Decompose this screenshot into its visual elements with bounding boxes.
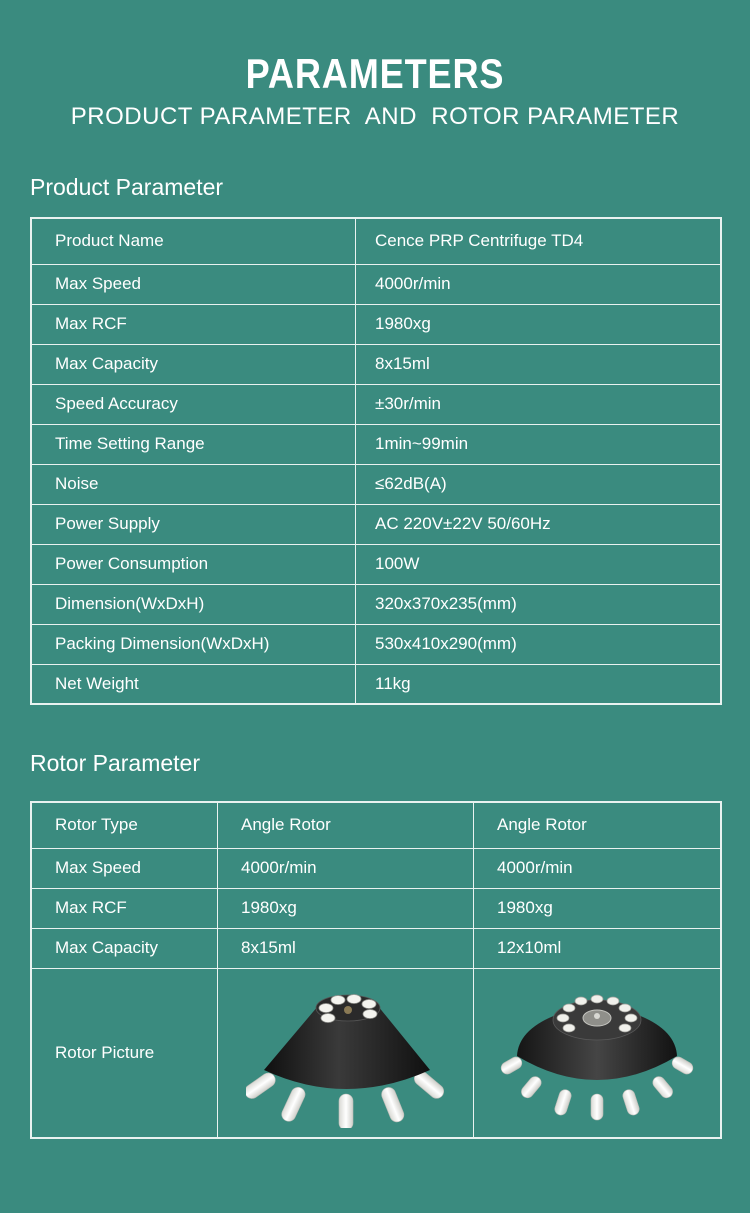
table-row	[31, 424, 721, 464]
param-label: Time Setting Range	[31, 424, 356, 464]
param-value: 1min~99min	[356, 424, 722, 464]
rotor-value: 4000r/min	[474, 848, 722, 888]
rotor-param-label: Max Capacity	[31, 928, 218, 968]
table-row	[31, 584, 721, 624]
param-value: 530x410x290(mm)	[356, 624, 722, 664]
param-label: Product Name	[31, 218, 356, 264]
rotor-param-label: Rotor Type	[31, 802, 218, 848]
angle-rotor-12-tube-image	[497, 978, 697, 1128]
rotor-picture-label: Rotor Picture	[31, 968, 218, 1138]
rotor-parameter-heading: Rotor Parameter	[30, 750, 201, 776]
param-label: Dimension(WxDxH)	[31, 584, 356, 624]
table-row	[31, 968, 721, 1138]
product-parameter-table	[30, 217, 722, 705]
param-value: 8x15ml	[356, 344, 722, 384]
rotor-param-label: Max Speed	[31, 848, 218, 888]
rotor-value: 4000r/min	[218, 848, 474, 888]
param-label: Power Consumption	[31, 544, 356, 584]
rotor-picture-cell	[218, 968, 474, 1138]
table-row	[31, 664, 721, 704]
param-value: 100W	[356, 544, 722, 584]
table-row	[31, 544, 721, 584]
rotor-value: 1980xg	[474, 888, 722, 928]
table-row	[31, 264, 721, 304]
param-value: Cence PRP Centrifuge TD4	[356, 218, 722, 264]
rotor-value: 1980xg	[218, 888, 474, 928]
param-label: Noise	[31, 464, 356, 504]
table-row	[31, 304, 721, 344]
param-value: AC 220V±22V 50/60Hz	[356, 504, 722, 544]
param-label: Max Speed	[31, 264, 356, 304]
param-value: 1980xg	[356, 304, 722, 344]
param-label: Net Weight	[31, 664, 356, 704]
param-value: 11kg	[356, 664, 722, 704]
rotor-value: Angle Rotor	[218, 802, 474, 848]
param-value: ≤62dB(A)	[356, 464, 722, 504]
page-title: PARAMETERS	[245, 50, 505, 97]
table-row	[31, 928, 721, 968]
page-subtitle: PRODUCT PARAMETER AND ROTOR PARAMETER	[70, 103, 680, 130]
product-parameter-heading: Product Parameter	[30, 174, 224, 200]
param-value: ±30r/min	[356, 384, 722, 424]
rotor-value: Angle Rotor	[474, 802, 722, 848]
param-label: Max RCF	[31, 304, 356, 344]
param-label: Power Supply	[31, 504, 356, 544]
table-row	[31, 504, 721, 544]
table-row	[31, 464, 721, 504]
table-row	[31, 384, 721, 424]
table-row	[31, 848, 721, 888]
rotor-value: 12x10ml	[474, 928, 722, 968]
table-row	[31, 624, 721, 664]
table-row	[31, 344, 721, 384]
rotor-param-label: Max RCF	[31, 888, 218, 928]
table-row	[31, 218, 721, 264]
param-label: Speed Accuracy	[31, 384, 356, 424]
table-row	[31, 888, 721, 928]
param-value: 4000r/min	[356, 264, 722, 304]
param-label: Max Capacity	[31, 344, 356, 384]
param-label: Packing Dimension(WxDxH)	[31, 624, 356, 664]
rotor-parameter-table	[30, 801, 722, 1139]
angle-rotor-8-tube-image	[246, 978, 446, 1128]
rotor-value: 8x15ml	[218, 928, 474, 968]
rotor-picture-cell	[474, 968, 722, 1138]
table-row	[31, 802, 721, 848]
param-value: 320x370x235(mm)	[356, 584, 722, 624]
